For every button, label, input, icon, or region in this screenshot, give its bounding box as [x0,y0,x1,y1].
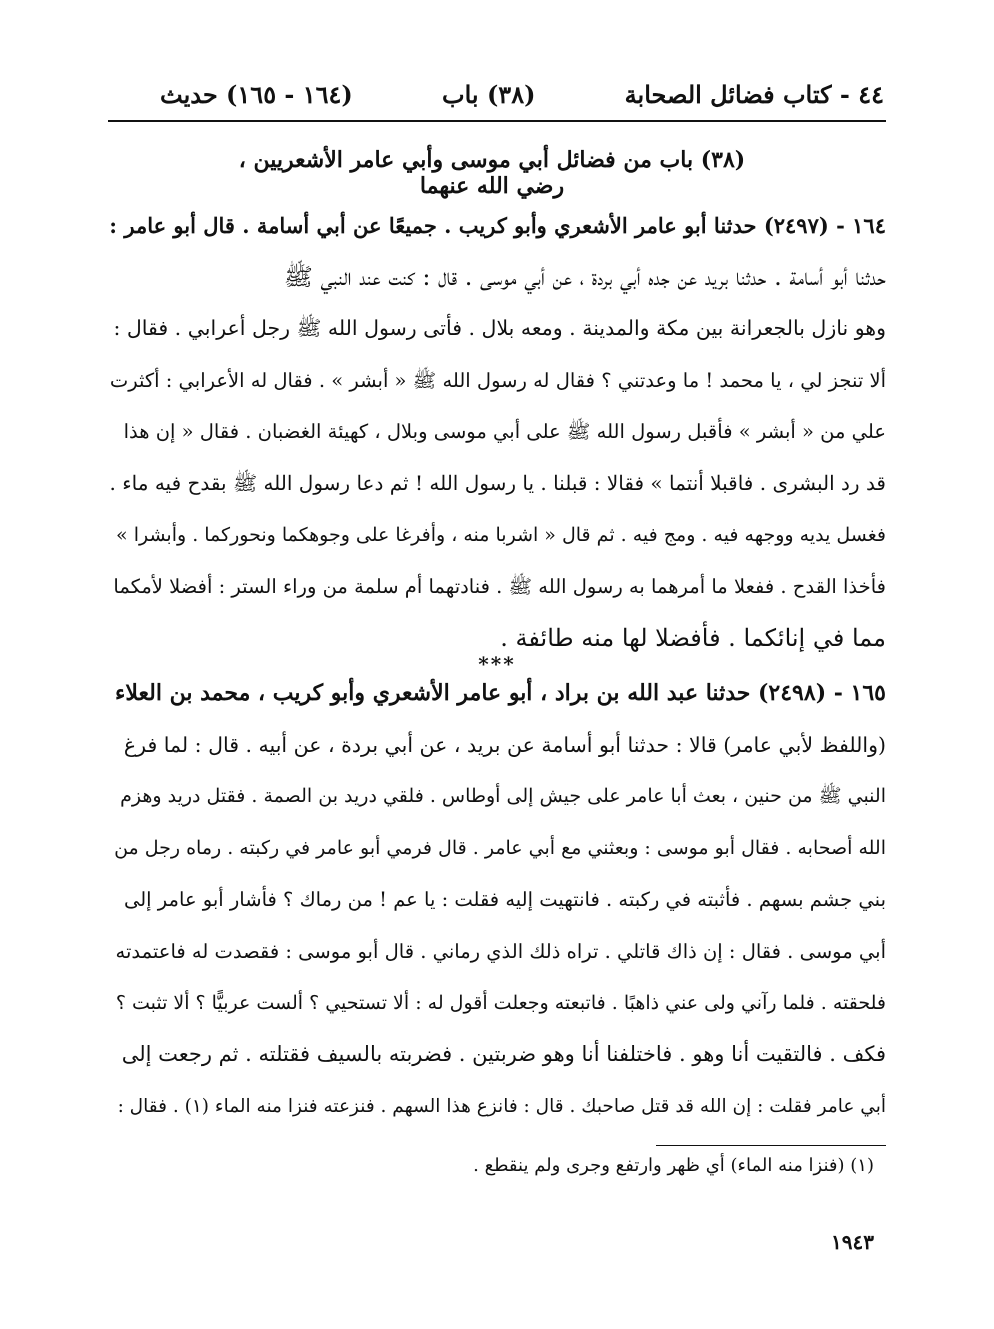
hadith-165-line: أبي عامر فقلت : إن الله قد قتل صاحبك . قال : فانزع هذا السهم . فنزعته فنزا منه الماء (١) . فقال : [117,1095,886,1117]
page-number: ١٩٤٣ [831,1230,874,1254]
hadith-165-line: بني جشم بسهم . فأثبته في ركبته . فانتهيت إليه فقلت : يا عم ! من رماك ؟ فأشار أبو عامر إلى [123,888,886,912]
header-rule [108,120,886,122]
header-hadith-range: (١٦٤ - ١٦٥) حديث [160,79,353,109]
hadith-165-line: فلحقته . فلما رآني ولى عني ذاهبًا . فاتبعته وجعلت أقول له : ألا تستحيي ؟ ألست عربيًّا ؟ ألا تثبت ؟ [115,991,886,1014]
hadith-165 [108,668,886,1132]
hadith-165-line: ١٦٥ - (٢٤٩٨) حدثنا عبد الله بن براد ، أبو عامر الأشعري وأبو كريب ، محمد بن العلاء [115,680,886,706]
hadith-164-line: حدثنا أبو أسامة . حدثنا بريد عن جده أبي بردة ، عن أبي موسى . قال : كنت عند النبي ﷺ [283,262,886,291]
hadith-164-line: وهو نازل بالجعرانة بين مكة والمدينة . ومعه بلال . فأتى رسول الله ﷺ رجل أعرابي . فقال : [113,316,886,341]
chapter-title: (٣٨) باب من فضائل أبي موسى وأبي عامر الأشعريين ، رضي الله عنهما [238,147,746,199]
section-separator: *** [478,652,516,676]
hadith-165-line: أبي موسى . فقال : إن ذاك قاتلي . تراه ذلك الذي رماني . قال أبو موسى : فقصدت له فاعتمدته [115,939,886,963]
hadith-164-line: ألا تنجز لي ، يا محمد ! ما وعدتني ؟ فقال له رسول الله ﷺ « أبشر » . فقال له الأعرابي : أكثرت [109,368,886,392]
hadith-164-line: قد رد البشرى . فاقبلا أنتما » فقالا : قبلنا . يا رسول الله ! ثم دعا رسول الله ﷺ بقدح فيه ماء . [109,470,886,495]
footnote: (١) (فنزا منه الماء) أي ظهر وارتفع وجرى ولم ينقطع . [473,1155,874,1176]
header-book-title: ٤٤ - كتاب فضائل الصحابة [624,79,884,109]
hadith-164-line: علي من « أبشر » فأقبل رسول الله ﷺ على أبي موسى وبلال ، كهيئة الغضبان . فقال « إن هذا [123,420,886,444]
running-header [160,72,884,116]
hadith-164-line: فأخذا القدح . ففعلا ما أمرهما به رسول الله ﷺ . فنادتهما أم سلمة من وراء الستر : أفضلا لأمكما [113,575,886,599]
header-chapter: (٣٨) باب [442,79,536,109]
footnote-rule [656,1145,886,1146]
hadith-165-line: النبي ﷺ من حنين ، بعث أبا عامر على جيش إلى أوطاس . فلقي دريد بن الصمة . فقتل دريد وهزم [120,785,886,808]
hadith-164-line: فغسل يديه ووجهه فيه . ومج فيه . ثم قال « اشربا منه ، وأفرغا على وجوهكما ونحوركما . وأبشرا » [116,523,886,546]
hadith-165-line: فكف . فالتقيت أنا وهو . فاختلفنا أنا وهو ضربتين . فضربته بالسيف فقتلته . ثم رجعت إلى [121,1042,886,1067]
hadith-164-line: مما في إنائكما . فأفضلا لها منه طائفة . [500,623,886,652]
hadith-164-line: ١٦٤ - (٢٤٩٧) حدثنا أبو عامر الأشعري وأبو كريب . جميعًا عن أبي أسامة . قال أبو عامر : [109,213,886,238]
hadith-165-line: الله أصحابه . فقال أبو موسى : وبعثني مع أبي عامر . قال فرمي أبو عامر في ركبته . رماه رجل من [114,836,886,859]
hadith-165-line: (واللفظ لأبي عامر) قالا : حدثنا أبو أسامة عن بريد ، عن أبي بردة ، عن أبيه . قال : لما فرغ [123,732,886,757]
hadith-164 [108,200,886,664]
